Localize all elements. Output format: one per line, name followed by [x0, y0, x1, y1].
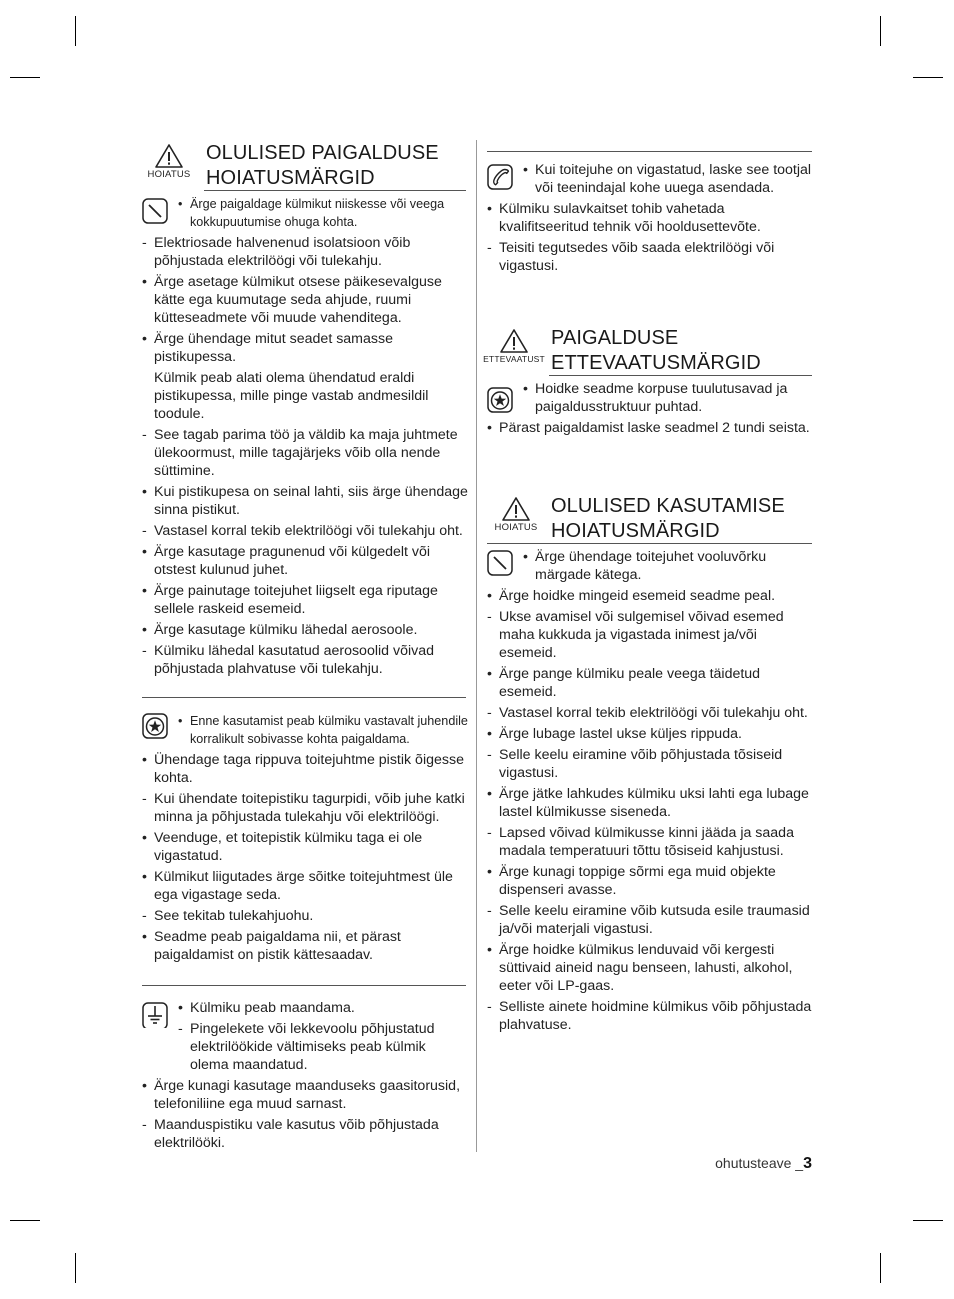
item-text: Ärge pange külmiku peale veega täidetud esemeid.: [499, 666, 761, 700]
warning-triangle-icon: [499, 328, 529, 354]
bullet-item: [142, 582, 468, 618]
list-marker: •: [487, 942, 492, 958]
section-title: PAIGALDUSE ETTEVAATUSMÄRGID: [551, 327, 761, 374]
item-text: Lapsed võivad külmikusse kinni jääda ja saada madala temperatuuri tõttu tõsiseid kahjustusi.: [499, 825, 794, 859]
crop-mark: [913, 77, 943, 78]
item-text: Külmiku peab maandama.: [190, 1000, 355, 1016]
crop-mark: [880, 16, 881, 46]
footer-label: ohutusteave _: [715, 1155, 804, 1171]
item-text: Vastasel korral tekib elektrilöögi või tulekahju oht.: [499, 705, 808, 721]
item-text: Kui ühendate toitepistiku tagurpidi, võib juhe katki minna ja põhjustada tulekahju või elektrilöögi.: [154, 791, 465, 825]
list-marker: •: [142, 869, 147, 885]
bullet-item: [487, 725, 812, 743]
item-text: Ärge ühendage toitejuhet vooluvõrku märgade kätega.: [535, 549, 767, 583]
list-marker: -: [487, 705, 492, 721]
page-number: 3: [803, 1155, 812, 1172]
note-item: [142, 642, 468, 678]
item-text: Maanduspistiku vale kasutus võib põhjustada elektrilööki.: [154, 1117, 439, 1151]
list-marker: •: [142, 274, 147, 290]
item-text: Ärge kasutage külmiku lähedal aerosoole.: [154, 622, 418, 638]
caution-badge: [483, 328, 545, 365]
list-marker: -: [178, 1021, 183, 1037]
list-marker: -: [142, 643, 147, 659]
bullet-item: [142, 543, 468, 579]
crop-mark: [913, 1220, 943, 1221]
note-item: [487, 239, 812, 275]
note-item: [178, 1020, 468, 1074]
list-marker: -: [487, 999, 492, 1015]
column-divider: [476, 140, 477, 1152]
list-marker: •: [142, 752, 147, 768]
crop-mark: [75, 16, 76, 46]
bullet-item: [487, 419, 812, 437]
bullet-item: [487, 941, 812, 995]
note-item: [487, 704, 812, 722]
list-marker: •: [523, 162, 528, 178]
note-item: [487, 998, 812, 1034]
usage-warning-heading: [487, 494, 812, 544]
item-text: Ärge kunagi toppige sõrmi ega muid objekte dispenseri avasse.: [499, 864, 776, 898]
warning-triangle-icon: [501, 496, 531, 522]
list-marker: •: [178, 1000, 183, 1016]
list-marker: •: [523, 381, 528, 397]
list-marker: -: [487, 747, 492, 763]
bullet-item: [142, 829, 468, 865]
warning-badge: [140, 143, 198, 180]
note-item: [487, 746, 812, 782]
installation-warning-list: [142, 195, 468, 681]
caution-label: ETTEVAATUST: [483, 354, 545, 364]
note-item: [142, 522, 468, 540]
bullet-item: [142, 483, 468, 519]
item-text: Ärge hoidke mingeid esemeid seadme peal.: [499, 588, 776, 604]
bullet-item: [142, 928, 468, 964]
bullet-item: [487, 200, 812, 236]
warning-label: HOIATUS: [147, 169, 191, 180]
list-marker: -: [487, 825, 492, 841]
bullet-item: [178, 999, 468, 1017]
item-text: Ärge kunagi kasutage maanduseks gaasitorusid, telefoniliine ega muud sarnast.: [154, 1078, 461, 1112]
installation-caution-list: [487, 380, 812, 440]
bullet-item: [487, 863, 812, 899]
note-item: [487, 902, 812, 938]
section-title: OLULISED KASUTAMISE HOIATUSMÄRGID: [551, 495, 785, 542]
list-marker: -: [487, 609, 492, 625]
item-text: Ärge painutage toitejuhet liigselt ega riputage sellele raskeid esemeid.: [154, 583, 438, 617]
item-text: Ärge lubage lastel ukse küljes rippuda.: [499, 726, 742, 742]
grounding-list: [142, 999, 468, 1155]
power-cord-list: [487, 161, 812, 278]
bullet-item: [142, 621, 468, 639]
warning-badge: [487, 496, 545, 533]
item-text: Elektriosade halvenenud isolatsioon võib põhjustada elektrilöögi või tulekahju.: [154, 235, 411, 269]
bullet-item: [523, 548, 812, 584]
list-marker: •: [487, 420, 492, 436]
bullet-item: [142, 330, 468, 366]
note-item: [142, 1116, 468, 1152]
item-text: Kui toitejuhe on vigastatud, laske see tootjal või teenindajal kohe uuega asendada.: [535, 162, 812, 196]
item-text: Ärge kasutage pragunenud või külgedelt või otstest kulunud juhet.: [154, 544, 431, 578]
heading-rule: [204, 190, 466, 191]
note-item: [487, 824, 812, 860]
bullet-item: [142, 1077, 468, 1113]
block-rule: [142, 985, 466, 986]
list-marker: •: [487, 666, 492, 682]
item-text: Kui pistikupesa on seinal lahti, siis ärge ühendage sinna pistikut.: [154, 484, 468, 518]
list-marker: •: [487, 726, 492, 742]
bullet-item: [142, 868, 468, 904]
item-text: Külmik peab alati olema ühendatud eraldi pistikupessa, mille pinge vastab andmesildil toodule.: [154, 370, 429, 422]
block-rule: [142, 697, 466, 698]
list-marker: •: [178, 714, 183, 728]
note-item: [142, 907, 468, 925]
warning-triangle-icon: [154, 143, 184, 169]
section-title: OLULISED PAIGALDUSE HOIATUSMÄRGID: [206, 142, 439, 189]
page-footer: [715, 1155, 812, 1173]
item-text: Külmiku lähedal kasutatud aerosoolid võivad põhjustada plahvatuse või tulekahju.: [154, 643, 434, 677]
crop-mark: [10, 77, 40, 78]
bullet-item: [487, 587, 812, 605]
item-text: Pingelekete või lekkevoolu põhjustatud elektrilöökide vältimiseks peab külmik olema maandatud.: [190, 1021, 435, 1073]
item-text: Ärge ühendage mitut seadet samasse pistikupessa.: [154, 331, 393, 365]
item-text: Külmikut liigutades ärge sõitke toitejuhtmest üle ega vigastage seda.: [154, 869, 453, 903]
list-marker: •: [142, 583, 147, 599]
list-marker: •: [487, 786, 492, 802]
usage-warning-list: [487, 548, 812, 1037]
item-text: Teisiti tegutsedes võib saada elektrilöögi või vigastusi.: [499, 240, 775, 274]
note-item: [142, 426, 468, 480]
item-text: Seadme peab paigaldama nii, et pärast paigaldamist on pistik kättesaadav.: [154, 929, 401, 963]
list-marker: -: [142, 523, 147, 539]
list-marker: •: [523, 549, 528, 565]
list-marker: •: [142, 1078, 147, 1094]
list-marker: -: [142, 427, 147, 443]
installation-caution-heading: [483, 326, 812, 376]
bullet-item: [178, 712, 468, 748]
note-item: [142, 234, 468, 270]
item-text: Veenduge, et toitepistik külmiku taga ei ole vigastatud.: [154, 830, 423, 864]
item-text: Ärge paigaldage külmikut niiskesse või veega kokkupuutumise ohuga kohta.: [190, 197, 445, 229]
list-marker: -: [142, 235, 147, 251]
bullet-item: [487, 785, 812, 821]
note-item: [142, 790, 468, 826]
item-text: Ühendage taga rippuva toitejuhtme pistik õigesse kohta.: [154, 752, 464, 786]
item-text: See tagab parima töö ja väldib ka maja juhtmete ülekoormust, mille tagajärjeks võib olla nende süttimine.: [154, 427, 458, 479]
crop-mark: [10, 1220, 40, 1221]
bullet-item: [487, 665, 812, 701]
item-text: Selle keelu eiramine võib põhjustada tõsiseid vigastusi.: [499, 747, 783, 781]
list-marker: •: [142, 622, 147, 638]
block-rule: [487, 151, 812, 152]
item-text: Ukse avamisel või sulgemisel võivad esemed maha kukkuda ja vigastada inimest ja/või esemeid.: [499, 609, 784, 661]
crop-mark: [880, 1253, 881, 1283]
list-marker: •: [142, 331, 147, 347]
bullet-item: [178, 195, 468, 231]
item-text: Enne kasutamist peab külmiku vastavalt juhendile korralikult sobivasse kohta paigaldama.: [190, 714, 468, 746]
item-text: Vastasel korral tekib elektrilöögi või tulekahju oht.: [154, 523, 463, 539]
list-marker: -: [142, 908, 147, 924]
installation-warning-heading: [142, 141, 466, 191]
placement-list: [142, 712, 468, 967]
item-text: Selle keelu eiramine võib kutsuda esile traumasid ja/või materjali vigastusi.: [499, 903, 810, 937]
list-marker: •: [487, 864, 492, 880]
list-marker: •: [142, 544, 147, 560]
item-text: Pärast paigaldamist laske seadmel 2 tundi seista.: [499, 420, 810, 436]
crop-mark: [75, 1253, 76, 1283]
warning-label: HOIATUS: [494, 522, 538, 533]
list-marker: •: [142, 830, 147, 846]
list-marker: •: [142, 484, 147, 500]
bullet-item: [142, 273, 468, 327]
list-marker: -: [142, 791, 147, 807]
bullet-item: [523, 380, 812, 416]
item-text: Ärge jätke lahkudes külmiku uksi lahti ega lubage lastel külmikusse siseneda.: [499, 786, 809, 820]
list-marker: •: [178, 197, 183, 211]
note-item: [487, 608, 812, 662]
item-text: Ärge asetage külmikut otsese päikesevalguse kätte ega kuumutage seda ahjude, ruumi kütteseadmete või muude vahenditega.: [154, 274, 442, 326]
heading-rule: [549, 375, 812, 376]
item-text: Hoidke seadme korpuse tuulutusavad ja paigaldusstruktuur puhtad.: [535, 381, 788, 415]
text-item: [142, 369, 468, 423]
list-marker: -: [142, 1117, 147, 1133]
item-text: Külmiku sulavkaitset tohib vahetada kvalifitseeritud tehnik või hooldusettevõte.: [499, 201, 761, 235]
list-marker: •: [487, 588, 492, 604]
list-marker: -: [487, 240, 492, 256]
bullet-item: [142, 751, 468, 787]
item-text: Selliste ainete hoidmine külmikus võib põhjustada plahvatuse.: [499, 999, 812, 1033]
item-text: Ärge hoidke külmikus lenduvaid või kergesti süttivaid aineid nagu benseen, lahusti, alkohol, eeter või LP-gaas.: [499, 942, 793, 994]
list-marker: -: [487, 903, 492, 919]
list-marker: •: [142, 929, 147, 945]
bullet-item: [523, 161, 812, 197]
list-marker: •: [487, 201, 492, 217]
item-text: See tekitab tulekahjuohu.: [154, 908, 314, 924]
heading-rule: [487, 543, 812, 544]
